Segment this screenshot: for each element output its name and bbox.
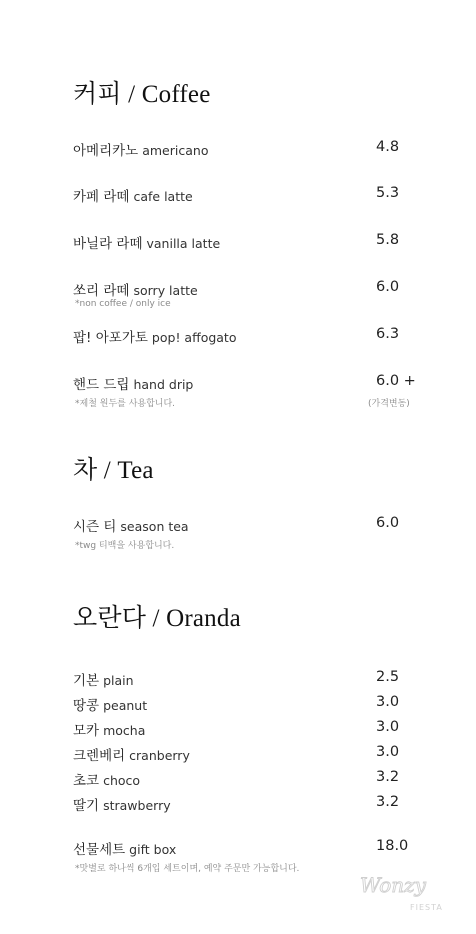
item-price: 6.0 bbox=[376, 279, 400, 295]
item-name-en: sorry latte bbox=[133, 283, 198, 298]
item-name bbox=[73, 185, 193, 205]
item-name-en: peanut bbox=[103, 698, 148, 713]
item-name bbox=[73, 139, 208, 159]
item-name-ko: 모카 bbox=[73, 723, 100, 739]
section-title-oranda: 오란다 / Oranda bbox=[73, 605, 241, 632]
item-name bbox=[73, 769, 140, 789]
menu-item-choco bbox=[73, 769, 436, 789]
menu-item-pop-affogato bbox=[73, 326, 436, 346]
item-price: 6.0 bbox=[376, 515, 400, 531]
item-price: 3.0 bbox=[376, 744, 400, 760]
item-note: *맛별로 하나씩 6개입 세트이며, 예약 주문만 가능합니다. bbox=[75, 864, 300, 874]
item-name-en: plain bbox=[103, 673, 134, 688]
item-name bbox=[73, 279, 198, 299]
item-name-en: americano bbox=[142, 143, 209, 158]
price-note: (가격변동) bbox=[368, 399, 410, 409]
item-name-ko: 크렌베리 bbox=[73, 748, 126, 764]
menu-item-cranberry bbox=[73, 744, 436, 764]
item-name-ko: 선물세트 bbox=[73, 842, 126, 858]
item-name-en: strawberry bbox=[103, 798, 171, 813]
item-name bbox=[73, 373, 193, 393]
item-price: 5.8 bbox=[376, 232, 400, 248]
item-price: 2.5 bbox=[376, 669, 400, 685]
watermark-logo bbox=[356, 862, 454, 916]
item-note: *non coffee / only ice bbox=[75, 299, 171, 309]
menu-item-season-tea bbox=[73, 515, 436, 535]
item-price: 4.8 bbox=[376, 139, 400, 155]
item-name-en: season tea bbox=[120, 519, 189, 534]
menu-item-plain bbox=[73, 669, 436, 689]
watermark-script: Wonzy bbox=[360, 873, 426, 897]
section-title-tea: 차 / Tea bbox=[73, 457, 154, 484]
item-note: *twg 티백을 사용합니다. bbox=[75, 541, 175, 551]
item-name-en: pop! affogato bbox=[151, 330, 237, 345]
menu-item-mocha bbox=[73, 719, 436, 739]
item-price: 18.0 bbox=[376, 838, 409, 854]
menu-item-sorry-latte bbox=[73, 279, 436, 299]
item-name bbox=[73, 669, 134, 689]
item-name-ko: 쏘리 라떼 bbox=[73, 283, 130, 299]
section-title-coffee: 커피 / Coffee bbox=[73, 81, 211, 108]
menu-item-peanut bbox=[73, 694, 436, 714]
item-name bbox=[73, 744, 190, 764]
item-name-en: cranberry bbox=[129, 748, 190, 763]
item-name-ko: 카페 라떼 bbox=[73, 189, 130, 205]
menu-item-americano bbox=[73, 139, 436, 159]
item-name-en: mocha bbox=[103, 723, 146, 738]
item-name-en: choco bbox=[103, 773, 141, 788]
item-name-ko: 아메리카노 bbox=[73, 143, 139, 159]
item-name bbox=[73, 794, 171, 814]
item-name bbox=[73, 232, 220, 252]
menu-item-cafe-latte bbox=[73, 185, 436, 205]
item-price: 3.0 bbox=[376, 719, 400, 735]
item-name bbox=[73, 838, 176, 858]
item-name-ko: 바닐라 라떼 bbox=[73, 236, 143, 252]
item-name bbox=[73, 694, 147, 714]
item-name bbox=[73, 719, 145, 739]
item-name-ko: 딸기 bbox=[73, 798, 100, 814]
menu-item-vanilla-latte bbox=[73, 232, 436, 252]
item-name-ko: 기본 bbox=[73, 673, 100, 689]
item-name-ko: 팝! 아포가토 bbox=[73, 330, 148, 346]
watermark-sub: FIESTA bbox=[410, 903, 443, 912]
menu-item-hand-drip bbox=[73, 373, 436, 393]
item-price: 3.2 bbox=[376, 794, 400, 810]
item-name bbox=[73, 515, 189, 535]
item-price: 3.0 bbox=[376, 694, 400, 710]
item-name-ko: 시즌 티 bbox=[73, 519, 117, 535]
item-price: 6.3 bbox=[376, 326, 400, 342]
item-price: 6.0 + bbox=[376, 373, 416, 389]
item-name-en: cafe latte bbox=[133, 189, 193, 204]
item-price: 5.3 bbox=[376, 185, 400, 201]
item-name bbox=[73, 326, 237, 346]
menu-item-strawberry bbox=[73, 794, 436, 814]
item-name-en: vanilla latte bbox=[146, 236, 221, 251]
item-note: *제철 원두를 사용합니다. bbox=[75, 399, 176, 409]
item-name-ko: 땅콩 bbox=[73, 698, 100, 714]
item-price: 3.2 bbox=[376, 769, 400, 785]
item-name-en: gift box bbox=[129, 842, 177, 857]
item-name-en: hand drip bbox=[133, 377, 194, 392]
item-name-ko: 초코 bbox=[73, 773, 100, 789]
item-name-ko: 핸드 드립 bbox=[73, 377, 130, 393]
menu-item-gift-box bbox=[73, 838, 436, 858]
